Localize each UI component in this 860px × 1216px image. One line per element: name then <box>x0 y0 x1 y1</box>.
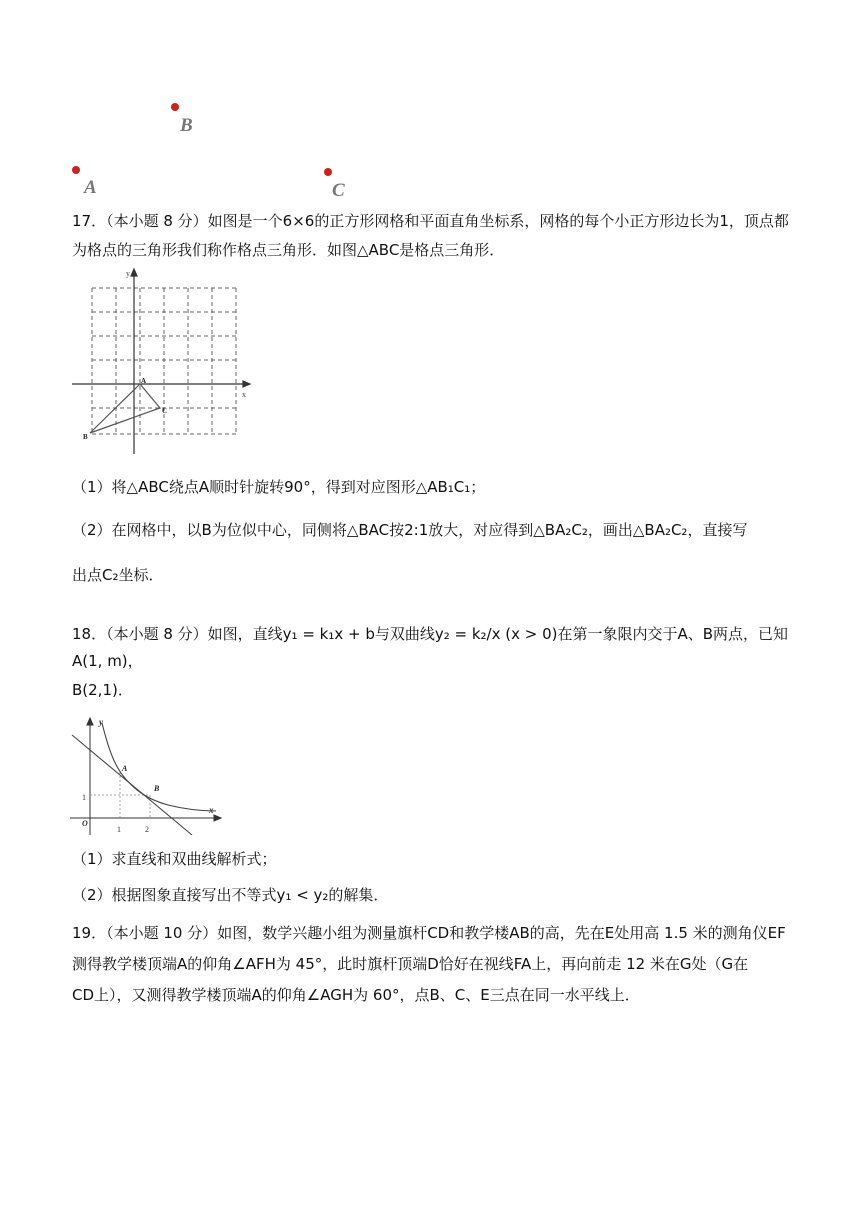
q18-hyperbola-y2 <box>102 723 216 811</box>
q17-part2-line1: （2）在网格中，以B为位似中心，同侧将△BAC按2:1放大，对应得到△BA₂C₂，画出△BA₂C₂，直接写 <box>72 521 748 539</box>
point-a-dot <box>72 166 80 174</box>
q18-axis-x-label: x <box>209 805 214 815</box>
point-b-dot <box>171 103 179 111</box>
q18-part1: （1）求直线和双曲线解析式； <box>72 850 277 868</box>
q18-line2: B(2,1)． <box>72 681 133 699</box>
q17-label-a: A <box>141 377 147 385</box>
point-c-label: C <box>332 180 345 201</box>
q17-axis-x-label: x <box>242 390 246 399</box>
q17-label-b: B <box>83 433 88 441</box>
q18-tick-y1: 1 <box>82 793 86 802</box>
q17-line1: 17．（本小题 8 分）如图是一个6×6的正方形网格和平面直角坐标系，网格的每个小正方形边长为1，顶点都 <box>72 212 789 230</box>
q17-part1: （1）将△ABC绕点A顺时针旋转90°，得到对应图形△AB₁C₁； <box>72 478 486 496</box>
q19-line3: CD上），又测得教学楼顶端A的仰角∠AGH为 60°，点B、C、E三点在同一水平线上． <box>72 986 640 1004</box>
q18-tick-x1: 1 <box>117 825 121 834</box>
q18-axis-y-label: y <box>99 717 103 727</box>
q18-graph-figure <box>68 715 228 840</box>
q17-grid-figure <box>68 262 258 462</box>
q19-line1: 19．（本小题 10 分）如图，数学兴趣小组为测量旗杆CD和教学楼AB的高，先在E处用高 1.5 米的测角仪EF <box>72 924 786 942</box>
top-points-figure <box>60 95 380 205</box>
q17-axis-y-label: y <box>126 269 130 278</box>
q18-label-b: B <box>154 784 160 793</box>
point-b-label: B <box>180 115 193 136</box>
point-a-label: A <box>84 177 97 198</box>
q18-line1: 18．（本小题 8 分）如图，直线y₁ = k₁x + b与双曲线y₂ = k₂/x (x > 0)在第一象限内交于A、B两点，已知A(1, m)， <box>72 625 789 670</box>
q18-tick-x2: 2 <box>145 825 149 834</box>
q18-origin-label: O <box>82 819 88 828</box>
q17-part2-line2: 出点C₂坐标． <box>72 566 164 584</box>
q19-line2: 测得教学楼顶端A的仰角∠AFH为 45°，此时旗杆顶端D恰好在视线FA上，再向前走 12 米在G处（G在 <box>72 955 749 973</box>
q17-line2: 为格点的三角形我们称作格点三角形．如图△ABC是格点三角形． <box>72 241 505 259</box>
q17-label-c: C <box>162 407 168 415</box>
q18-label-a: A <box>122 764 128 773</box>
point-c-dot <box>324 168 332 176</box>
q18-part2: （2）根据图象直接写出不等式y₁ < y₂的解集． <box>72 886 389 904</box>
